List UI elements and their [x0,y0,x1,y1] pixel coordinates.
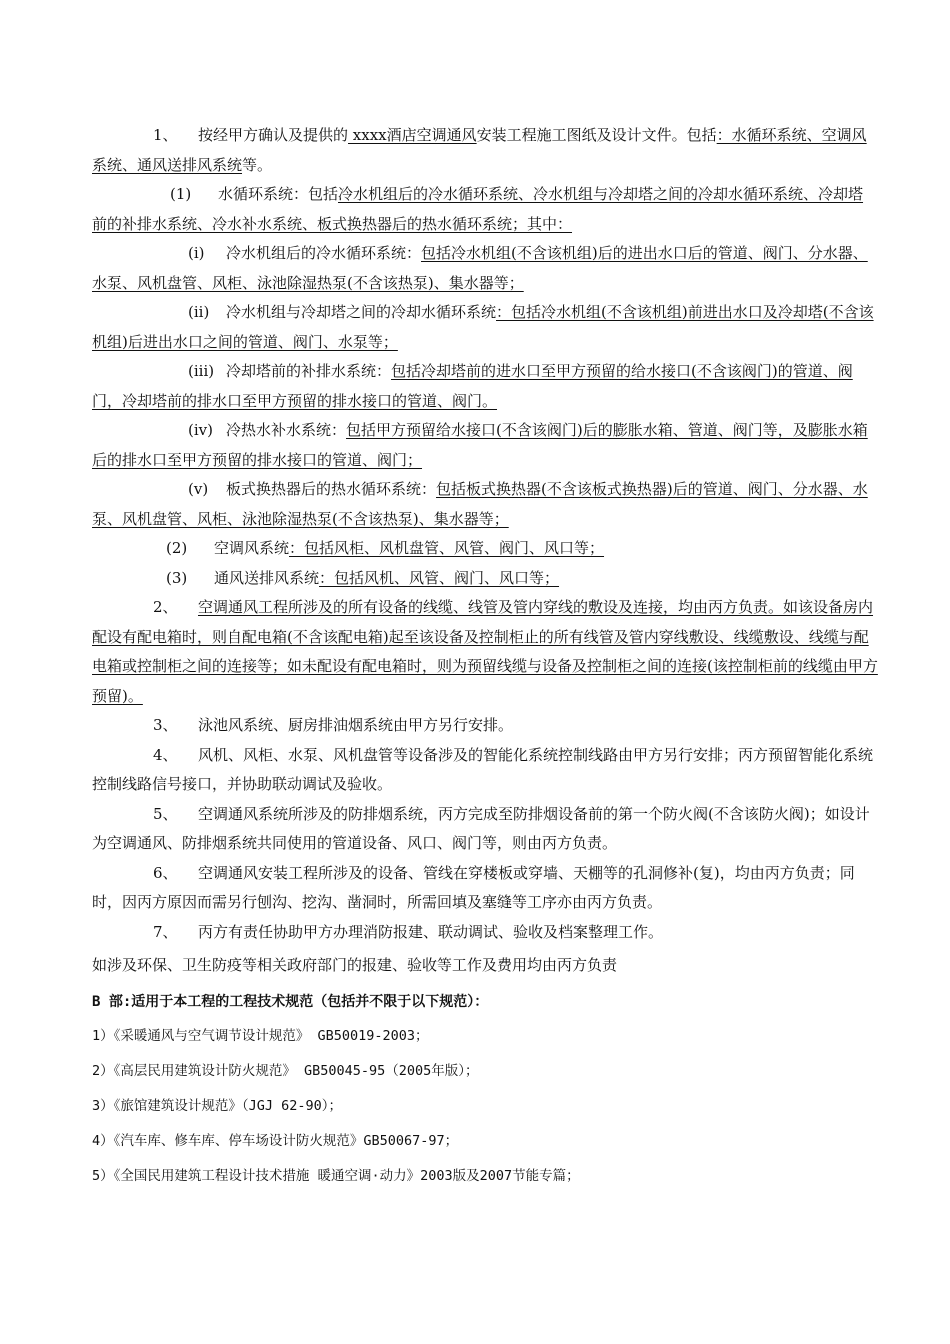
clause-number: (v) [188,480,209,498]
clause-text: 等。 [242,155,273,174]
clause-number: (iv) [188,421,213,439]
underlined-text: 冷水机组后的冷水循环系统、冷水机组与冷却塔之间的冷却水循环系统、冷却塔前的补排水系统、冷水补水系统、板式换热器后的热水循环系统；其中： [92,185,864,233]
clause-text: 丙方有责任协助甲方办理消防报建、联动调试、验收及档案整理工作。 [198,922,664,941]
clause-text: 安装工程施工图纸及设计文件。包括 [476,126,717,144]
standard-ref-5: 5）《全国民用建筑工程设计技术措施 暖通空调·动力》2003版及2007节能专篇； [92,1167,580,1184]
clause-number: 5、 [153,804,178,823]
document-body [92,121,878,1192]
clause-number: (1) [170,185,192,203]
clause-number: 6、 [153,863,178,882]
clause-2 [92,593,878,711]
standard-ref-1: 1）《采暖通风与空气调节设计规范》 GB50019-2003； [92,1027,429,1044]
clause-1-1 [92,180,878,239]
underlined-text: 包括板式换热器(不含该板式换热器)后的管道、阀门、分水器、水泵、风机盘管、风柜、泳池除湿热泵(不含该热泵)、集水器等； [92,480,868,528]
clause-number: (iii) [188,362,215,380]
clause-number: (i) [188,244,205,262]
clause-3 [92,711,878,741]
standard-ref-2: 2）《高层民用建筑设计防火规范》 GB50045-95（2005年版）； [92,1062,479,1079]
underlined-text: 包括冷水机组(不含该机组)后的进出水口后的管道、阀门、分水器、水泵、风机盘管、风柜、泳池除湿热泵(不含该热泵)、集水器等； [92,244,868,292]
underlined-text: 空调通风工程所涉及的所有设备的线缆、线管及管内穿线的敷设及连接，均由丙方负责。如该设备房内配设有配电箱时，则自配电箱(不含该配电箱)起至该设备及控制柜止的所有线管及管内穿线敷设、线缆敷设、线缆与配电箱或控制柜之间的连接等；如未配设有配电箱时，则为预留线缆与设备及控制柜之间的连接(该控制柜前的线缆由甲方预留)。 [92,598,878,705]
clause-number: (ii) [188,303,210,321]
clause-number: 3、 [153,716,178,734]
standard-ref-4: 4）《汽车库、修车库、停车场设计防火规范》GB50067-97； [92,1132,459,1149]
clause-number: (3) [166,568,188,587]
clause-1 [92,121,878,180]
clause-number: 1、 [153,126,178,144]
clause-text: 通风送排风系统 [214,568,320,587]
clause-text: 按经甲方确认及提供的 [198,126,349,144]
section-b-heading: B 部:适用于本工程的工程技术规范（包括并不限于以下规范）： [92,993,489,1010]
clause-text: 冷热水补水系统： [226,421,347,439]
clause-text: 泳池风系统、厨房排油烟系统由甲方另行安排。 [198,716,514,734]
underlined-text: ：包括风柜、风机盘管、风管、阀门、风口等； [289,539,605,557]
clause-text: 空调风系统 [214,539,290,557]
clause-text: 风机、风柜、水泵、风机盘管等设备涉及的智能化系统控制线路由甲方另行安排；丙方预留智能化系统控制线路信号接口，并协助联动调试及验收。 [92,745,874,793]
standard-ref-3: 3）《旅馆建筑设计规范》（JGJ 62-90）； [92,1097,343,1114]
underlined-text: xxxx酒店空调通风 [348,126,477,144]
clause-number: 7、 [153,922,178,941]
clause-4 [92,741,878,800]
closing-note [92,951,878,981]
clause-number: 4、 [153,745,178,764]
clause-number: 2、 [153,598,178,616]
clause-text: 空调通风系统所涉及的防排烟系统，丙方完成至防排烟设备前的第一个防火阀(不含该防火阀)；如设计为空调通风、防排烟系统共同使用的管道设备、风口、阀门等，则由丙方负责。 [92,804,870,852]
clause-6 [92,859,878,918]
clause-text: 板式换热器后的热水循环系统： [226,480,437,498]
underlined-text: ：包括冷水机组(不含该机组)前进出水口及冷却塔(不含该机组)后进出水口之间的管道、阀门、水泵等； [92,303,874,351]
clause-text: 如涉及环保、卫生防疫等相关政府部门的报建、验收等工作及费用均由丙方负责 [92,956,618,974]
clause-1-1-iv [92,416,878,475]
clause-1-1-ii [92,298,878,357]
clause-1-1-i [92,239,878,298]
underlined-text: ：水循环系统、空调风系统、通风送排风系统 [92,126,867,174]
clause-1-1-iii [92,357,878,416]
clause-text: 水循环系统：包括 [218,185,339,203]
clause-text: 冷水机组与冷却塔之间的冷却水循环系统 [226,303,497,321]
clause-1-1-v [92,475,878,534]
clause-text: 冷水机组后的冷水循环系统： [226,244,422,262]
underlined-text: ：包括风机、风管、阀门、风口等； [319,568,560,587]
clause-text: 冷却塔前的补排水系统： [226,362,392,380]
clause-5 [92,800,878,859]
clause-7 [92,918,878,948]
underlined-text: 包括冷却塔前的进水口至甲方预留的给水接口(不含该阀门)的管道、阀门，冷却塔前的排水口至甲方预留的排水接口的管道、阀门。 [92,362,853,410]
clause-text: 空调通风安装工程所涉及的设备、管线在穿楼板或穿墙、天棚等的孔洞修补(复)，均由丙方负责；同时，因丙方原因而需另行刨沟、挖沟、凿洞时，所需回填及塞缝等工序亦由丙方负责。 [92,863,855,911]
clause-number: (2) [166,539,188,557]
clause-1-3 [92,564,878,594]
clause-1-2 [92,534,878,564]
underlined-text: 包括甲方预留给水接口(不含该阀门)后的膨胀水箱、管道、阀门等，及膨胀水箱后的排水口至甲方预留的排水接口的管道、阀门； [92,421,868,469]
